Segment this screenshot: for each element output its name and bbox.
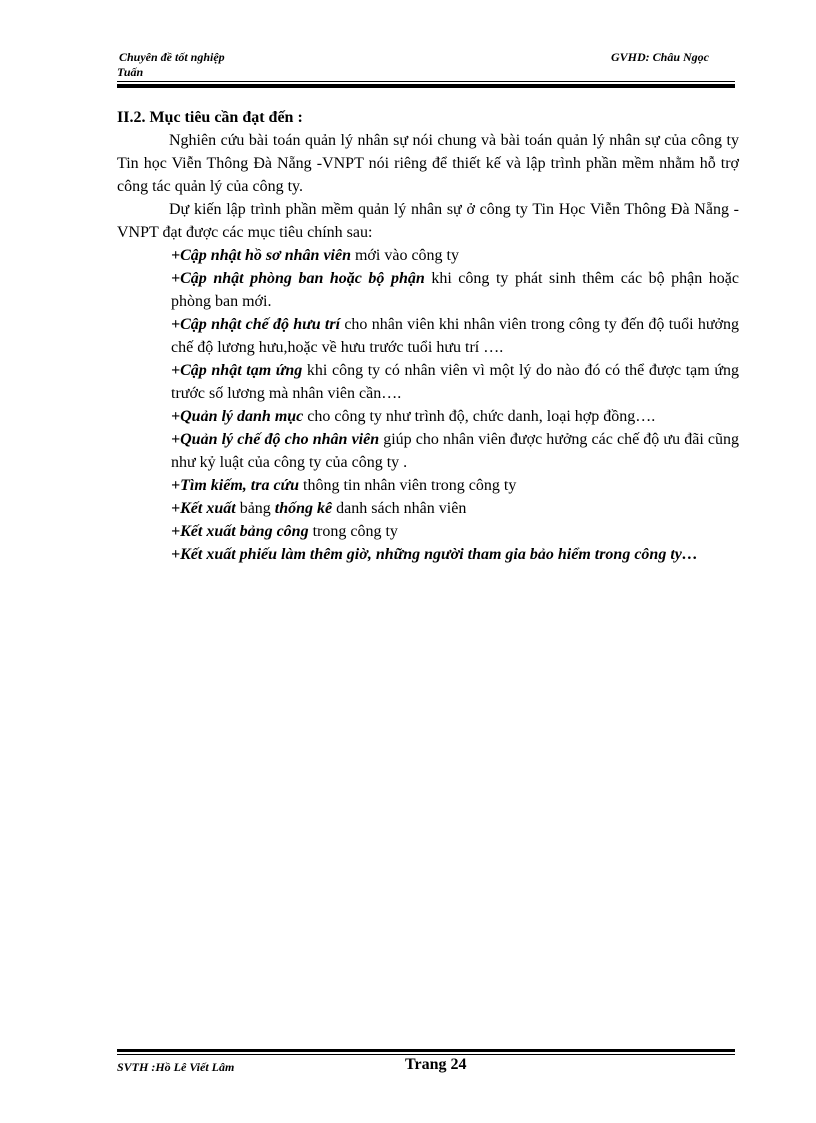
list-item: +Kết xuất phiếu làm thêm giờ, những người tham gia bảo hiểm trong công ty… [171,546,698,563]
list-item: +Kết xuất bảng thống kê danh sách nhân viên [171,500,467,517]
goal-list [117,244,739,566]
footer-rule [117,1049,735,1055]
paragraph-intro: Nghiên cứu bài toán quản lý nhân sự nói chung và bài toán quản lý nhân sự của công ty Tin học Viễn Thông Đà Nẵng -VNPT nói riêng để thiết kế và lập trình phần mềm nhằm hỗ trợ công tác quản lý của công ty. [117,132,739,195]
list-item: +Cập nhật phòng ban hoặc bộ phận khi công ty phát sinh thêm các bộ phận hoặc phòng ban mới. [171,270,740,310]
header-advisor-surname: Tuấn [117,65,144,79]
main-content [117,106,739,566]
header-advisor: GVHD: Châu Ngọc [610,50,709,64]
list-item: +Cập nhật chế độ hưu trí cho nhân viên khi nhân viên trong công ty đến độ tuổi hưởng chế độ lương hưu,hoặc về hưu trước tuổi hưu trí …. [171,316,739,356]
section-heading: II.2. Mục tiêu cần đạt đến : [117,109,303,126]
paragraph-goals: Dự kiến lập trình phần mềm quản lý nhân sự ở công ty Tin Học Viễn Thông Đà Nẵng -VNPT đạt được các mục tiêu chính sau: [117,201,739,241]
page-number: Trang 24 [405,1056,467,1073]
list-item: +Cập nhật tạm ứng khi công ty có nhân viên vì một lý do nào đó có thể được tạm ứng trước số lương mà nhân viên cần…. [171,362,740,402]
header-topic: Chuyên đề tốt nghiệp [119,50,225,64]
list-item: +Tìm kiếm, tra cứu thông tin nhân viên trong công ty [171,477,517,494]
list-item: +Quản lý danh mục cho công ty như trình độ, chức danh, loại hợp đồng…. [171,408,656,425]
list-item: +Cập nhật hồ sơ nhân viên mới vào công ty [171,247,459,264]
header-rule [117,81,735,88]
page-header [117,50,735,80]
footer-author: SVTH :Hồ Lê Viết Lâm [117,1060,235,1074]
list-item: +Kết xuất bảng công trong công ty [171,523,398,540]
list-item: +Quản lý chế độ cho nhân viên giúp cho nhân viên được hưởng các chế độ ưu đãi cũng như kỷ luật của công ty của công ty . [171,431,739,471]
